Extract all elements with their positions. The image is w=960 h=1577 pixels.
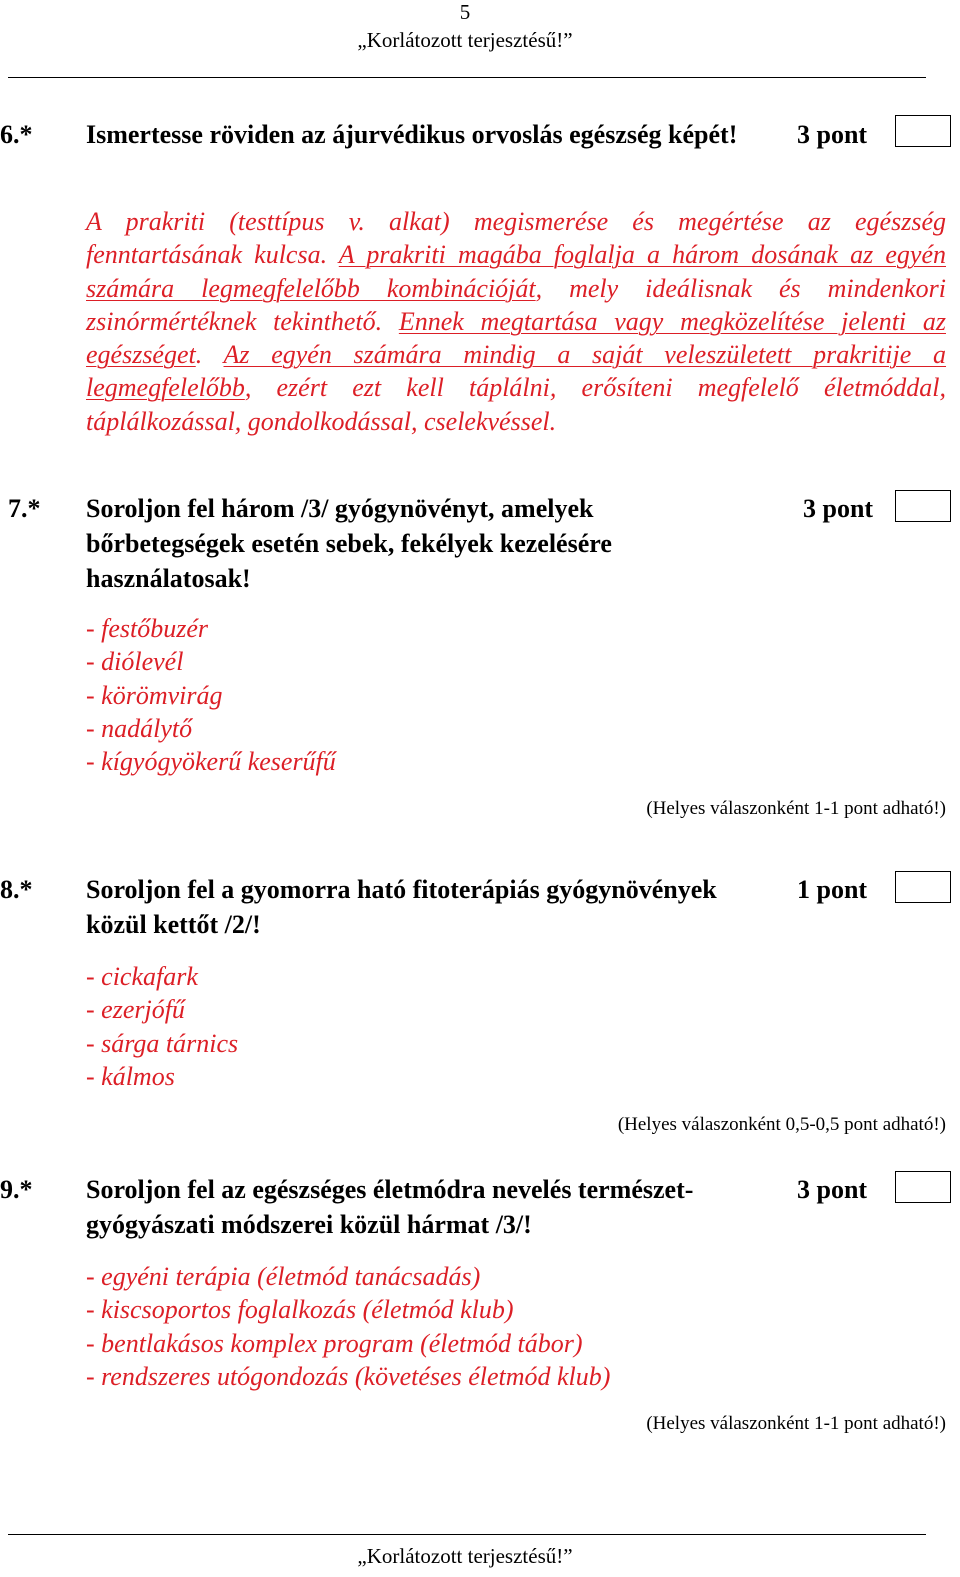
question-6-score-box[interactable] [895,115,951,147]
underlined-answer-segment: Ennek megtartása vagy megközelítése jelenti az egészséget [86,306,946,370]
underlined-answer-segment: Az egyén számára mindig a saját veleszületett prakritije a legmegfelelőbb [86,340,947,403]
answer-segment: , ezért ezt kell táplálni, erősíteni megfelelő életmóddal, táplálkozással, gondolkodással, cselekvéssel. [86,373,946,436]
answer-item: - bentlakásos komplex program (életmód tábor) [86,1328,583,1358]
question-7-text [86,491,766,596]
answer-item: - festőbuzér [86,614,209,643]
answer-item: - kiscsoportos foglalkozás (életmód klub) [86,1295,514,1325]
question-7-score-box[interactable] [895,490,951,522]
question-9-score-box[interactable] [895,1171,951,1203]
question-7-scoring-note: (Helyes válaszonként 1-1 pont adható!) [646,798,946,819]
answer-item: - körömvirág [86,680,223,710]
question-9-answers [86,1260,610,1393]
answer-item: - diólevél [86,647,184,677]
question-8-text-line: Soroljon fel a gyomorra ható fitoterápiás gyógynövények [86,875,717,904]
answer-item: - kígyógyökerű keserűfű [86,747,336,777]
question-6-points: 3 pont [797,120,868,149]
header-restriction: „Korlátozott terjesztésű!” [357,28,573,52]
answer-item: - egyéni terápia (életmód tanácsadás) [86,1262,481,1291]
answer-item: - rendszeres utógondozás (követéses életmód klub) [86,1361,611,1391]
question-7-answers [86,612,336,778]
answer-item: - kálmos [86,1061,175,1091]
answer-item: - ezerjófű [86,995,185,1025]
question-8-points: 1 pont [797,875,868,904]
answer-item: - sárga tárnics [86,1028,239,1058]
question-7-text-line: Soroljon fel három /3/ gyógynövényt, amelyek [86,494,594,523]
question-7-points: 3 pont [803,494,874,523]
answer-item: - nadálytő [86,713,193,743]
question-8-answers [86,960,238,1093]
question-9-text [86,1172,786,1242]
question-7-text-line: bőrbetegségek esetén sebek, fekélyek kezelésére [86,529,612,558]
question-8-score-box[interactable] [895,871,951,903]
underlined-answer-segment: A prakriti magába foglalja a három dosának az egyén számára legmegfelelőbb kombinációját [86,240,946,303]
answer-item: - cickafark [86,962,198,991]
question-8-text-line: közül kettőt /2/! [86,910,261,939]
question-8-text [86,872,786,942]
question-6-answer [86,205,946,438]
question-7-text-line: használatosak! [86,564,251,593]
footer-rule [8,1534,926,1535]
header-rule [8,77,926,78]
question-9-points: 3 pont [797,1175,868,1204]
question-9-scoring-note: (Helyes válaszonként 1-1 pont adható!) [646,1413,946,1434]
answer-segment: . [195,340,224,370]
question-6-number: 6.* [0,120,33,149]
footer-restriction: „Korlátozott terjesztésű!” [357,1544,573,1568]
page-number: 5 [459,0,471,24]
question-7-number: 7.* [8,494,41,523]
answer-segment: A prakriti (testtípus v. alkat) megismerése és megértése az egészség fenntartásának kulcsa. [86,207,946,270]
question-6-text: Ismertesse röviden az ájurvédikus orvoslás egészség képét! [86,120,738,149]
question-9-number: 9.* [0,1175,33,1204]
answer-segment: , mely ideálisnak és mindenkori zsinórmértéknek tekinthető. [86,273,947,336]
question-9-text-line: Soroljon fel az egészséges életmódra nevelés természet- [86,1175,694,1204]
question-8-scoring-note: (Helyes válaszonként 0,5-0,5 pont adható!) [617,1114,946,1135]
question-9-text-line: gyógyászati módszerei közül hármat /3/! [86,1210,532,1239]
question-8-number: 8.* [0,875,33,904]
